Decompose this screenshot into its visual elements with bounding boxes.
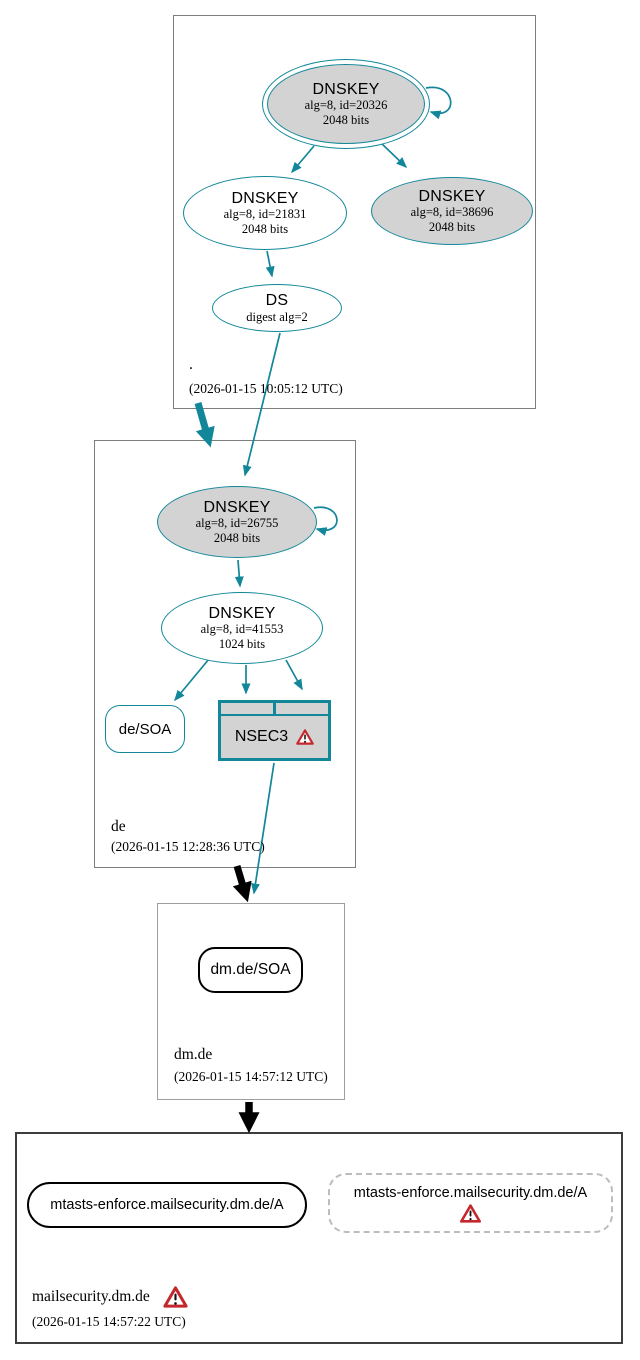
zone-timestamp-de: (2026-01-15 12:28:36 UTC)	[111, 839, 265, 854]
rrset-node-mtasts-a-warning	[328, 1173, 613, 1233]
zone-label-dmde: dm.de	[174, 1046, 213, 1063]
soa-label: dm.de/SOA	[210, 961, 291, 978]
zone-label-root: .	[189, 356, 193, 373]
rrset-node-mtasts-a	[27, 1182, 307, 1228]
rrset-label: mtasts-enforce.mailsecurity.dm.de/A	[50, 1197, 284, 1213]
dnskey-detail: 2048 bits	[322, 112, 370, 127]
nsec3-param-cells	[221, 703, 328, 714]
soa-node-de	[105, 705, 185, 753]
dnskey-node-zsk-root	[183, 176, 347, 250]
dnskey-detail: 1024 bits	[218, 636, 266, 651]
dnskey-node-ksk-root-inner	[267, 64, 425, 144]
dnskey-title: DNSKEY	[231, 189, 299, 207]
zone-label-de: de	[111, 818, 126, 835]
dnskey-detail: 2048 bits	[213, 530, 261, 545]
dnskey-title: DNSKEY	[418, 187, 486, 205]
zone-timestamp-mailsecurity: (2026-01-15 14:57:22 UTC)	[32, 1314, 186, 1329]
nsec3-body	[221, 716, 328, 758]
dnskey-detail: alg=8, id=38696	[410, 205, 494, 220]
warning-icon	[163, 1286, 188, 1308]
zone-name-text: mailsecurity.dm.de	[32, 1288, 150, 1306]
dnskey-detail: alg=8, id=21831	[223, 207, 307, 222]
soa-label: de/SOA	[118, 720, 172, 738]
dnskey-detail: 2048 bits	[428, 219, 476, 234]
dnskey-detail: alg=8, id=41553	[200, 622, 284, 637]
ds-detail: digest alg=2	[246, 309, 308, 324]
zone-timestamp-dmde: (2026-01-15 14:57:12 UTC)	[174, 1069, 328, 1084]
dnskey-detail: 2048 bits	[241, 221, 289, 236]
dnskey-node-ksk-root	[262, 59, 430, 149]
dnskey-detail: alg=8, id=20326	[304, 98, 388, 113]
dnskey-node-zsk-de	[161, 592, 323, 664]
soa-node-dmde	[198, 947, 303, 993]
dnskey-title: DNSKEY	[208, 604, 276, 622]
ds-node-root	[212, 284, 342, 332]
ds-title: DS	[265, 291, 289, 309]
nsec3-param-cell	[221, 703, 273, 714]
zone-label-mailsecurity	[32, 1286, 188, 1308]
warning-icon	[296, 729, 314, 745]
dnskey-node-ksk-de	[157, 486, 317, 558]
nsec3-label: NSEC3	[234, 728, 289, 745]
rrset-label: mtasts-enforce.mailsecurity.dm.de/A	[353, 1185, 588, 1201]
dnskey-node-38696-root	[371, 177, 533, 245]
zone-timestamp-root: (2026-01-15 10:05:12 UTC)	[189, 381, 343, 396]
nsec3-param-cell	[276, 703, 328, 714]
edge-delegation-de-dmde	[237, 866, 243, 886]
warning-icon	[460, 1204, 481, 1223]
dnskey-title: DNSKEY	[203, 498, 271, 516]
dnskey-detail: alg=8, id=26755	[195, 516, 279, 531]
dnskey-title: DNSKEY	[312, 80, 380, 98]
nsec3-node-de	[218, 700, 331, 761]
zone-box-mailsecurity	[15, 1132, 623, 1344]
